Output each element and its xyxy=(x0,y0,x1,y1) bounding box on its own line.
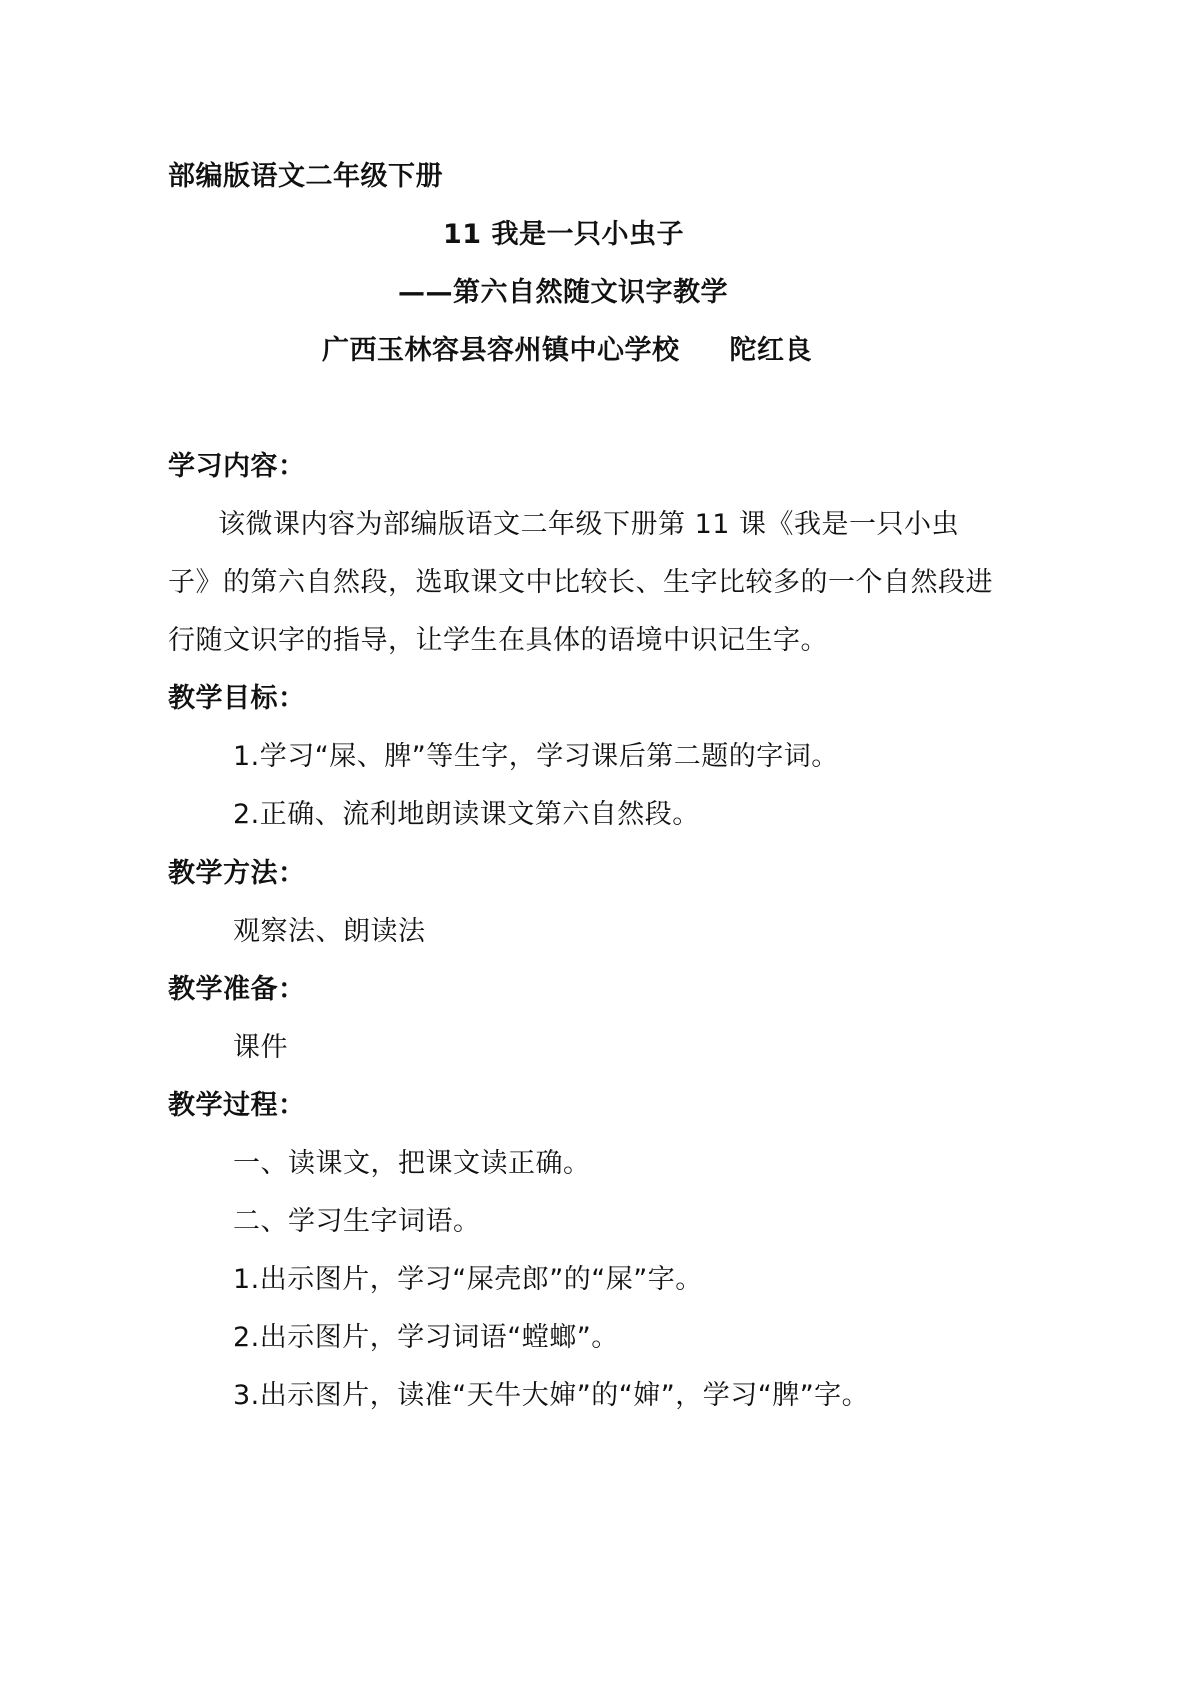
process-item: 2.出示图片，学习词语“螳螂”。 xyxy=(233,1322,619,1353)
content-paragraph-line: 该微课内容为部编版语文二年级下册第 11 课《我是一只小虫 xyxy=(218,509,960,540)
author-name: 陀红良 xyxy=(729,335,812,366)
methods-text: 观察法、朗读法 xyxy=(233,916,426,947)
process-heading: 教学过程： xyxy=(168,1090,306,1121)
content-heading: 学习内容： xyxy=(168,451,306,482)
content-paragraph-line: 子》的第六自然段，选取课文中比较长、生字比较多的一个自然段进 xyxy=(168,567,993,598)
lesson-title: 11 我是一只小虫子 xyxy=(443,219,684,250)
lesson-subtitle: ——第六自然随文识字教学 xyxy=(398,277,728,308)
preparation-heading: 教学准备： xyxy=(168,974,306,1005)
series-title: 部编版语文二年级下册 xyxy=(168,161,443,192)
goals-heading: 教学目标： xyxy=(168,683,306,714)
goal-item: 2.正确、流利地朗读课文第六自然段。 xyxy=(233,799,700,830)
author-line xyxy=(322,334,812,368)
content-paragraph-line: 行随文识字的指导，让学生在具体的语境中识记生字。 xyxy=(168,625,828,656)
process-item: 一、读课文，把课文读正确。 xyxy=(233,1148,591,1179)
school-name: 广西玉林容县容州镇中心学校 xyxy=(322,335,680,366)
process-item: 3.出示图片，读准“天牛大婶”的“婶”，学习“脾”字。 xyxy=(233,1380,870,1411)
preparation-text: 课件 xyxy=(233,1032,288,1063)
process-item: 二、学习生字词语。 xyxy=(233,1206,481,1237)
process-item: 1.出示图片，学习“屎壳郎”的“屎”字。 xyxy=(233,1264,703,1295)
methods-heading: 教学方法： xyxy=(168,858,306,889)
goal-item: 1.学习“屎、脾”等生字，学习课后第二题的字词。 xyxy=(233,741,839,772)
